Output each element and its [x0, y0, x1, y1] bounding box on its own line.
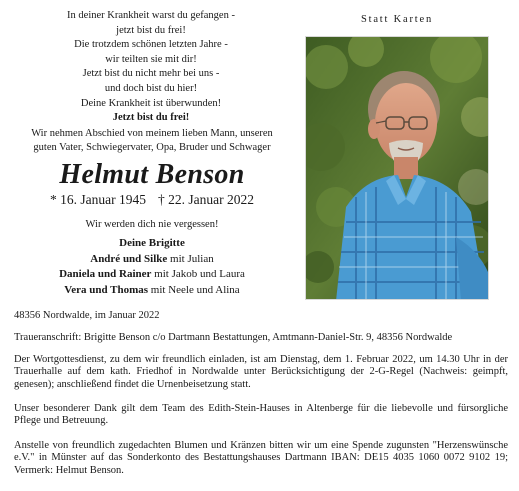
intro-line-2: guten Vater, Schwiegervater, Opa, Bruder und Schwager	[33, 142, 271, 153]
farewell-intro	[14, 127, 290, 155]
life-dates	[14, 191, 290, 209]
statt-karten-label: Statt Karten	[360, 14, 434, 25]
mourners-list	[14, 236, 290, 298]
portrait-photo	[305, 36, 489, 300]
mourner-name: Deine Brigitte	[119, 237, 185, 249]
mourner-name: Vera und Thomas	[64, 283, 149, 296]
mourner-name: Daniela und Rainer	[59, 268, 152, 281]
mourner-line	[14, 283, 290, 299]
poem-line: Deine Krankheit ist überwunden!	[80, 97, 222, 109]
mourning-address: Traueranschrift: Brigitte Benson c/o Dartmann Bestattungen, Amtmann-Daniel-Str. 9, 48356 Nordwalde	[14, 332, 453, 343]
birth-date: * 16. Januar 1945	[50, 192, 146, 207]
portrait-photo-icon	[306, 37, 489, 300]
poem-line: In deiner Krankheit warst du gefangen -	[67, 10, 235, 21]
poem-line: und doch bist du hier!	[104, 82, 198, 94]
mourner-name: André und Silke	[90, 252, 168, 265]
death-date: † 22. Januar 2022	[158, 192, 254, 207]
poem	[20, 9, 282, 126]
mourner-family: mit Neele und Alina	[148, 283, 240, 296]
mourner-line	[14, 252, 290, 268]
intro-line-1: Wir nehmen Abschied von meinem lieben Mann, unseren	[31, 128, 273, 139]
mourner-family: mit Julian	[167, 252, 214, 265]
poem-line: jetzt bist du frei!	[116, 24, 186, 36]
place-and-date: 48356 Nordwalde, im Januar 2022	[14, 310, 160, 321]
poem-line: Jetzt bist du nicht mehr bei uns -	[82, 68, 220, 80]
poem-line: wir teilten sie mit dir!	[105, 53, 197, 65]
poem-line: Die trotzdem schönen letzten Jahre -	[74, 39, 228, 51]
donation-request: Anstelle von freundlich zugedachten Blumen und Kränzen bitten wir um eine Spende zugunsten "Herzenswünsche e.V." in Münster auf das Sonderkonto des Bestattungshauses Dartmann IBAN: DE15 4035 1060 0072 9102 19; Vermerk: Helmut Benson.	[14, 440, 508, 476]
service-details: Der Wortgottesdienst, zu dem wir freundlich einladen, ist am Dienstag, dem 1. Februar 2022, um 14.30 Uhr in der Trauerhalle auf dem kath. Friedhof in Nordwalde unter Berücksichtigung der 2-G-Regel (Nachweis: geimpft, genesen); anschließend findet die Urnenbeisetzung statt.	[14, 354, 508, 390]
remembrance-line: Wir werden dich nie vergessen!	[85, 219, 219, 230]
mourner-line	[14, 267, 290, 283]
poem-closing: Jetzt bist du frei!	[112, 112, 190, 124]
mourner-line	[14, 236, 290, 252]
deceased-name: Helmut Benson	[59, 159, 245, 190]
thanks-note: Unser besonderer Dank gilt dem Team des Edith-Stein-Hauses in Altenberge für die liebevolle und fürsorgliche Pflege und Betreuung.	[14, 403, 508, 427]
mourner-family: mit Jakob und Laura	[151, 268, 245, 281]
